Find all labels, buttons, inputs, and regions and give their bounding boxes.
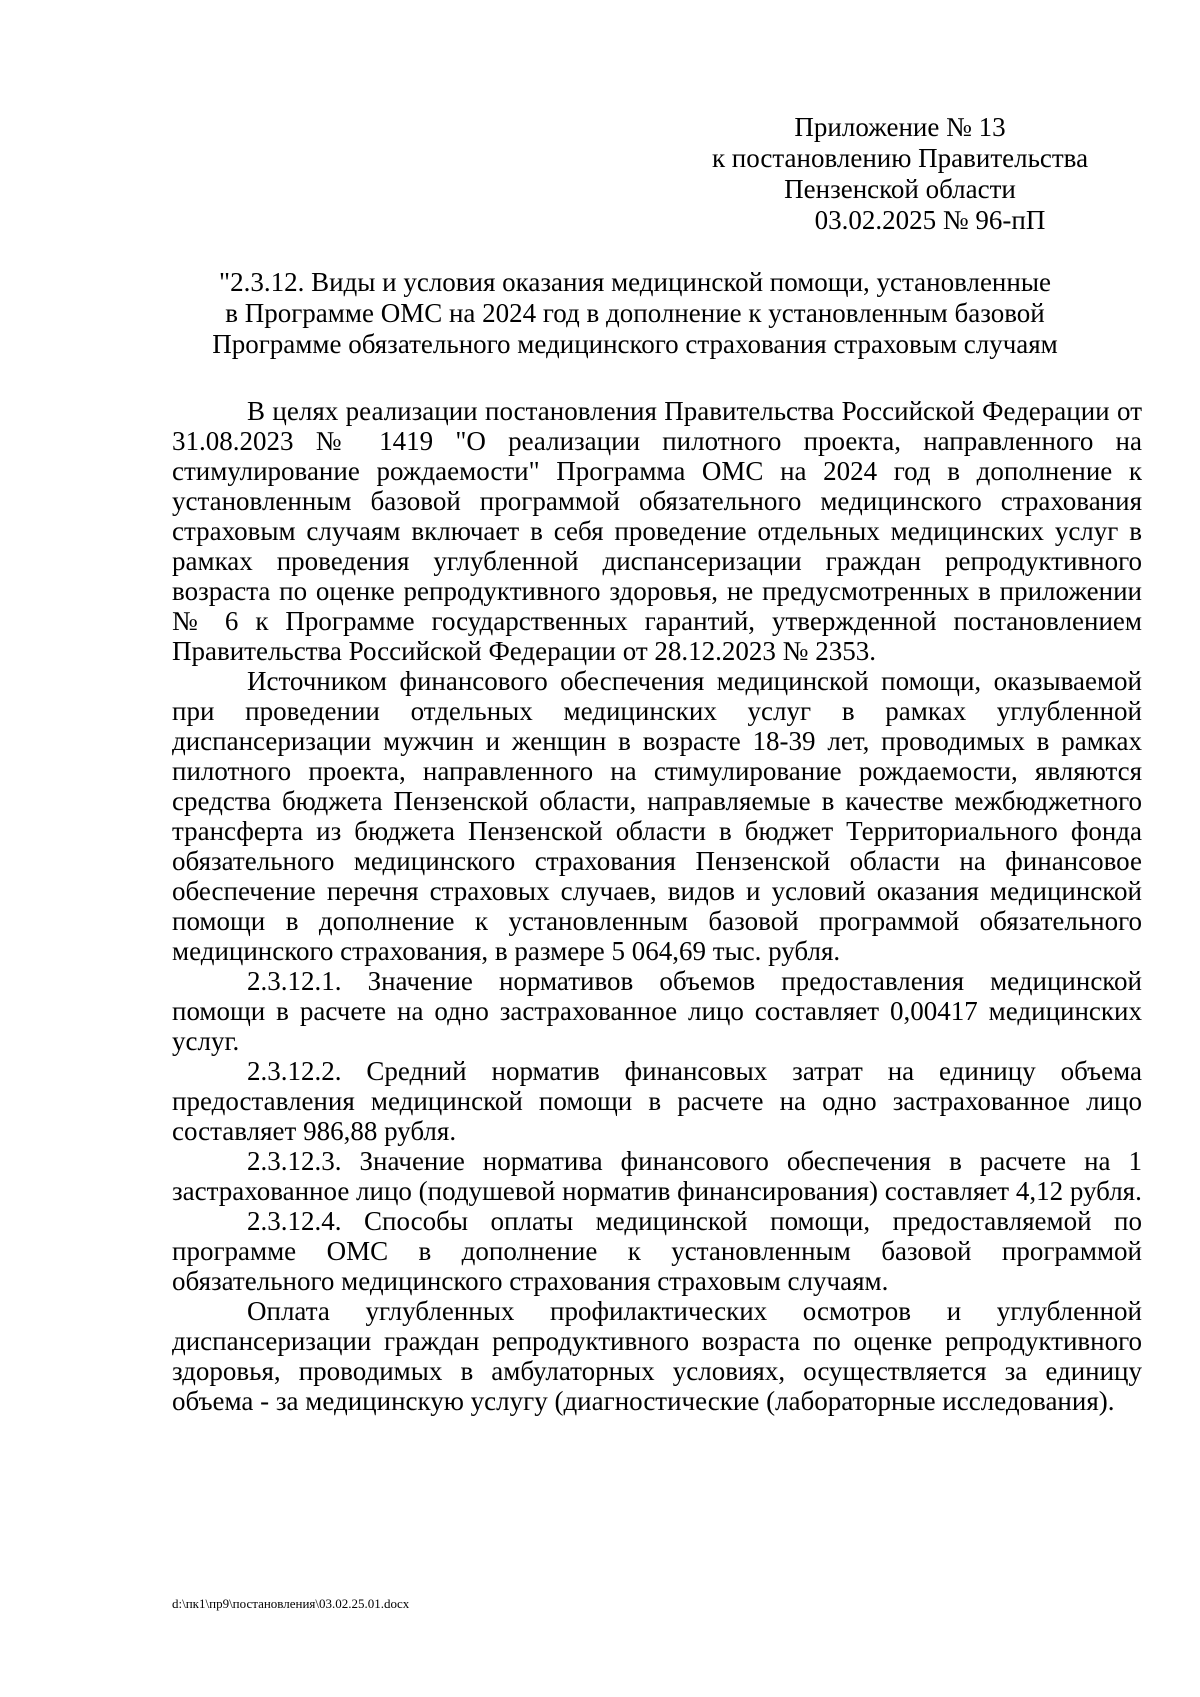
appendix-region: Пензенской области — [784, 174, 1016, 204]
paragraph-funding-source: Источником финансового обеспечения медицинской помощи, оказываемой при проведении отдельных медицинских услуг в рамках углубленной диспансеризации мужчин и женщин в возрасте 18-39 лет, проводимых в рамках пилотного проекта, направленного на стимулирование рождаемости, являются средства бюджета Пензенской области, направляемые в качестве межбюджетного трансферта из бюджета Пензенской области в бюджет Территориального фонда обязательного медицинского страхования Пензенской области на финансовое обеспечение перечня страховых случаев, видов и условий оказания медицинской помощи в дополнение к установленным базовой программой обязательного медицинского страхования, в размере 5 064,69 тыс. рубля. — [172, 666, 1142, 966]
paragraph-payment-details: Оплата углубленных профилактических осмотров и углубленной диспансеризации граждан репродуктивного возраста по оценке репродуктивного здоровья, проводимых в амбулаторных условиях, осуществляется за единицу объема - за медицинскую услугу (диагностические (лабораторные исследования). — [172, 1296, 1142, 1416]
document-body — [172, 396, 1142, 1416]
paragraph-per-capita-norm: 2.3.12.3. Значение норматива финансового обеспечения в расчете на 1 застрахованное лицо (подушевой норматив финансирования) составляет 4,12 рубля. — [172, 1146, 1142, 1206]
footer-file-path: d:\пк1\пр9\постановления\03.02.25.01.docx — [172, 1596, 410, 1611]
appendix-block — [690, 112, 1110, 236]
paragraph-cost-norm: 2.3.12.2. Средний норматив финансовых затрат на единицу объема предоставления медицинской помощи в расчете на одно застрахованное лицо составляет 986,88 рубля. — [172, 1056, 1142, 1146]
paragraph-volume-norm: 2.3.12.1. Значение нормативов объемов предоставления медицинской помощи в расчете на одно застрахованное лицо составляет 0,00417 медицинских услуг. — [172, 966, 1142, 1056]
section-heading — [185, 267, 1085, 360]
appendix-number: Приложение № 13 — [794, 112, 1006, 142]
section-heading-line: в Программе ОМС на 2024 год в дополнение к установленным базовой — [225, 298, 1045, 328]
appendix-reference: к постановлению Правительства — [711, 143, 1089, 173]
paragraph-purpose: В целях реализации постановления Правительства Российской Федерации от 31.08.2023 № 1419 "О реализации пилотного проекта, направленного на стимулирование рождаемости" Программа ОМС на 2024 год в дополнение к установленным базовой программой обязательного медицинского страхования страховым случаям включает в себя проведение отдельных медицинских услуг в рамках проведения углубленной диспансеризации граждан репродуктивного возраста по оценке репродуктивного здоровья, не предусмотренных в приложении № 6 к Программе государственных гарантий, утвержденной постановлением Правительства Российской Федерации от 28.12.2023 № 2353. — [172, 396, 1142, 666]
paragraph-payment-methods: 2.3.12.4. Способы оплаты медицинской помощи, предоставляемой по программе ОМС в дополнение к установленным базовой программой обязательного медицинского страхования страховым случаям. — [172, 1206, 1142, 1296]
section-heading-line: Программе обязательного медицинского страхования страховым случаям — [212, 329, 1058, 359]
section-heading-line: "2.3.12. Виды и условия оказания медицинской помощи, установленные — [219, 267, 1051, 297]
appendix-date-number: 03.02.2025 № 96-пП — [814, 205, 1046, 235]
